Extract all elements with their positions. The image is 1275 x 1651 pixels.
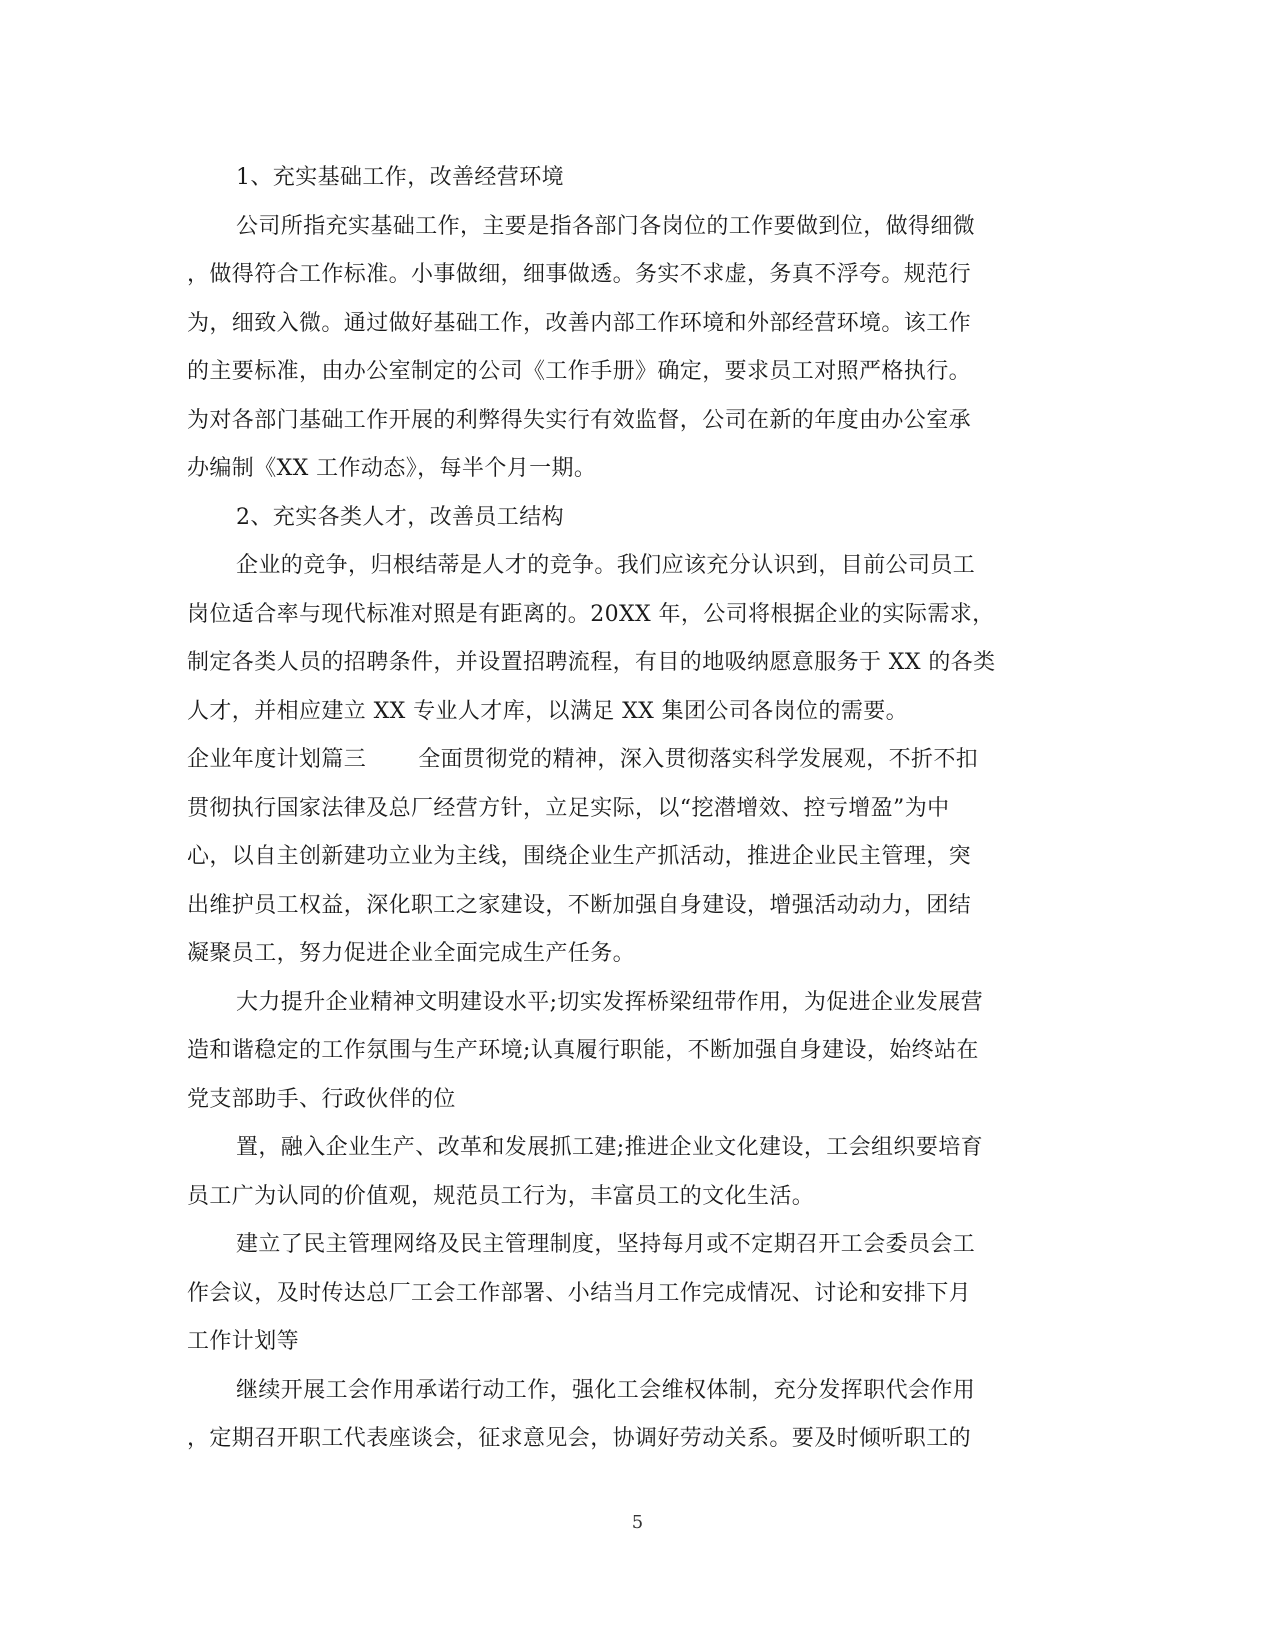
line-text: 办编制《XX 工作动态》，每半个月一期。 [187, 456, 597, 481]
text-line [187, 1221, 1067, 1270]
line-text: 人才，并相应建立 XX 专业人才库，以满足 XX 集团公司各岗位的需要。 [187, 698, 909, 724]
line-text: 党支部助手、行政伙伴的位 [187, 1086, 456, 1112]
text-line [187, 1415, 1067, 1464]
text-line [187, 591, 1067, 640]
line-text: 大力提升企业精神文明建设水平;切实发挥桥梁纽带作用，为促进企业发展营 [236, 989, 984, 1015]
text-line [187, 688, 1067, 737]
line-text: 岗位适合率与现代标准对照是有距离的。20XX 年，公司将根据企业的实际需求， [187, 601, 995, 627]
line-text: 1、充实基础工作，改善经营环境 [236, 165, 564, 190]
text-line [187, 930, 1067, 979]
text-line [187, 1367, 1067, 1416]
document-body [187, 154, 1067, 1464]
line-text: 贯彻执行国家法律及总厂经营方针，立足实际，以“挖潜增效、控亏增盈”为中 [187, 795, 950, 821]
line-text: 制定各类人员的招聘条件，并设置招聘流程，有目的地吸纳愿意服务于 XX 的各类 [187, 650, 996, 675]
line-text: 公司所指充实基础工作，主要是指各部门各岗位的工作要做到位，做得细微 [236, 213, 976, 239]
line-text: ，定期召开职工代表座谈会，征求意见会，协调好劳动关系。要及时倾听职工的 [187, 1426, 972, 1451]
text-line [187, 203, 1067, 252]
line-text: 作会议，及时传达总厂工会工作部署、小结当月工作完成情况、讨论和安排下月 [187, 1280, 972, 1306]
text-line [187, 785, 1067, 834]
line-text: 置，融入企业生产、改革和发展抓工建;推进企业文化建设，工会组织要培育 [236, 1135, 984, 1160]
text-line [187, 445, 1067, 494]
line-text: 全面贯彻党的精神，深入贯彻落实科学发展观，不折不扣 [418, 747, 979, 772]
text-line [187, 1076, 1067, 1125]
line-text: 为对各部门基础工作开展的利弊得失实行有效监督，公司在新的年度由办公室承 [187, 407, 972, 433]
text-line [187, 1027, 1067, 1076]
text-line [187, 542, 1067, 591]
text-line [187, 1270, 1067, 1319]
text-line [187, 882, 1067, 931]
line-text: 造和谐稳定的工作氛围与生产环境;认真履行职能，不断加强自身建设，始终站在 [187, 1038, 979, 1063]
line-text: 员工广为认同的价值观，规范员工行为，丰富员工的文化生活。 [187, 1183, 815, 1209]
text-line [187, 833, 1067, 882]
text-line [187, 251, 1067, 300]
line-text: 2、充实各类人才，改善员工结构 [236, 504, 564, 530]
line-text: 心，以自主创新建功立业为主线，围绕企业生产抓活动，推进企业民主管理，突 [187, 844, 972, 869]
text-line [187, 300, 1067, 349]
section-heading-line [187, 736, 1067, 785]
line-text: 的主要标准，由办公室制定的公司《工作手册》确定，要求员工对照严格执行。 [187, 359, 972, 384]
text-line [187, 1173, 1067, 1222]
line-text: ，做得符合工作标准。小事做细，细事做透。务实不求虚，务真不浮夸。规范行 [187, 262, 972, 287]
text-line [187, 348, 1067, 397]
line-text: 继续开展工会作用承诺行动工作，强化工会维权体制，充分发挥职代会作用 [236, 1377, 976, 1403]
section-title: 企业年度计划篇三 [187, 747, 367, 772]
text-line [187, 1318, 1067, 1367]
line-text: 凝聚员工，努力促进企业全面完成生产任务。 [187, 941, 636, 966]
line-text: 企业的竞争，归根结蒂是人才的竞争。我们应该充分认识到，目前公司员工 [236, 553, 976, 578]
line-text: 工作计划等 [187, 1329, 300, 1354]
line-text: 建立了民主管理网络及民主管理制度，坚持每月或不定期召开工会委员会工 [236, 1232, 976, 1257]
line-text: 出维护员工权益，深化职工之家建设，不断加强自身建设，增强活动动力，团结 [187, 892, 972, 918]
text-line [187, 494, 1067, 543]
text-line [187, 639, 1067, 688]
text-line [187, 397, 1067, 446]
line-text: 为，细致入微。通过做好基础工作，改善内部工作环境和外部经营环境。该工作 [187, 310, 972, 336]
text-line [187, 1124, 1067, 1173]
text-line [187, 154, 1067, 203]
text-line [187, 979, 1067, 1028]
page-number: 5 [631, 1512, 644, 1533]
